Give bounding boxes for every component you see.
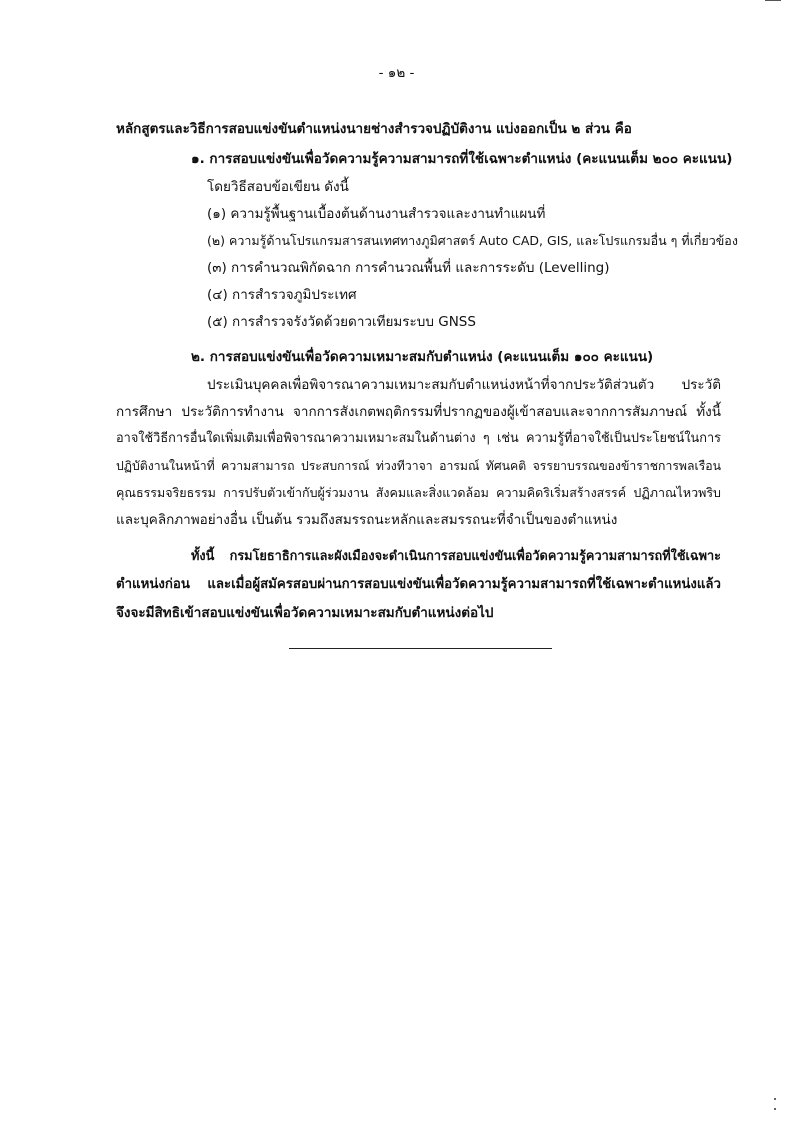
scan-edge-mark <box>765 0 781 1</box>
part1-item-1: (๑) ความรู้พื้นฐานเบื้องต้นด้านงานสำรวจและงานทำแผนที่ <box>207 206 546 222</box>
scan-speck <box>774 1098 776 1100</box>
part2-title: ๒. การสอบแข่งขันเพื่อวัดความเหมาะสมกับตำแหน่ง (คะแนนเต็ม ๑๐๐ คะแนน) <box>191 349 654 365</box>
part2-line-6: และบุคลิกภาพอย่างอื่น เป็นต้น รวมถึงสมรรถนะหลักและสมรรถนะที่จำเป็นของตำแหน่ง <box>116 512 618 528</box>
closing-line-1: ทั้งนี้ กรมโยธาธิการและผังเมืองจะดำเนินการสอบแข่งขันเพื่อวัดความรู้ความสามารถที่ใช้เฉพาะ <box>191 549 721 564</box>
part1-title: ๑. การสอบแข่งขันเพื่อวัดความรู้ความสามารถที่ใช้เฉพาะตำแหน่ง (คะแนนเต็ม ๒๐๐ คะแนน) <box>191 151 733 167</box>
end-divider-line <box>289 648 552 649</box>
scan-speck <box>774 1108 776 1110</box>
part2-line-4: ปฏิบัติงานในหน้าที่ ความสามารถ ประสบการณ์ ท่วงทีวาจา อารมณ์ ทัศนคติ จรรยาบรรณของข้าราชการพลเรือน <box>116 459 721 473</box>
section-heading: หลักสูตรและวิธีการสอบแข่งขันตำแหน่งนายช่างสำรวจปฏิบัติงาน แบ่งออกเป็น ๒ ส่วน คือ <box>116 121 632 137</box>
part2-line-1: ประเมินบุคคลเพื่อพิจารณาความเหมาะสมกับตำแหน่งหน้าที่จากประวัติส่วนตัว ประวัติ <box>207 377 721 393</box>
part2-line-2: การศึกษา ประวัติการทำงาน จากการสังเกตพฤติกรรมที่ปรากฏของผู้เข้าสอบและจากการสัมภาษณ์ ทั้งนี้ <box>116 404 721 420</box>
part2-line-5: คุณธรรมจริยธรรม การปรับตัวเข้ากับผู้ร่วมงาน สังคมและสิ่งแวดล้อม ความคิดริเริ่มสร้างสรรค์ ปฏิภาณไหวพริบ <box>116 485 721 500</box>
page-number: - ๑๒ - <box>378 65 415 81</box>
part1-item-3: (๓) การคำนวณพิกัดฉาก การคำนวณพื้นที่ และการระดับ (Levelling) <box>207 260 610 276</box>
part1-item-5: (๕) การสำรวจรังวัดด้วยดาวเทียมระบบ GNSS <box>207 314 476 330</box>
closing-line-3: จึงจะมีสิทธิเข้าสอบแข่งขันเพื่อวัดความเหมาะสมกับตำแหน่งต่อไป <box>116 605 494 621</box>
part1-method: โดยวิธีสอบข้อเขียน ดังนี้ <box>207 179 349 195</box>
closing-line-2: ตำแหน่งก่อน และเมื่อผู้สมัครสอบผ่านการสอบแข่งขันเพื่อวัดความรู้ความสามารถที่ใช้เฉพาะตำแหน่งแล้ว <box>116 577 721 592</box>
part2-line-3: อาจใช้วิธีการอื่นใดเพิ่มเติมเพื่อพิจารณาความเหมาะสมในด้านต่าง ๆ เช่น ความรู้ที่อาจใช้เป็นประโยชน์ในการ <box>116 431 721 446</box>
part1-item-4: (๔) การสำรวจภูมิประเทศ <box>207 287 357 303</box>
part1-item-2: (๒) ความรู้ด้านโปรแกรมสารสนเทศทางภูมิศาสตร์ Auto CAD, GIS, และโปรแกรมอื่น ๆ ที่เกี่ยวข้อง <box>207 233 738 248</box>
